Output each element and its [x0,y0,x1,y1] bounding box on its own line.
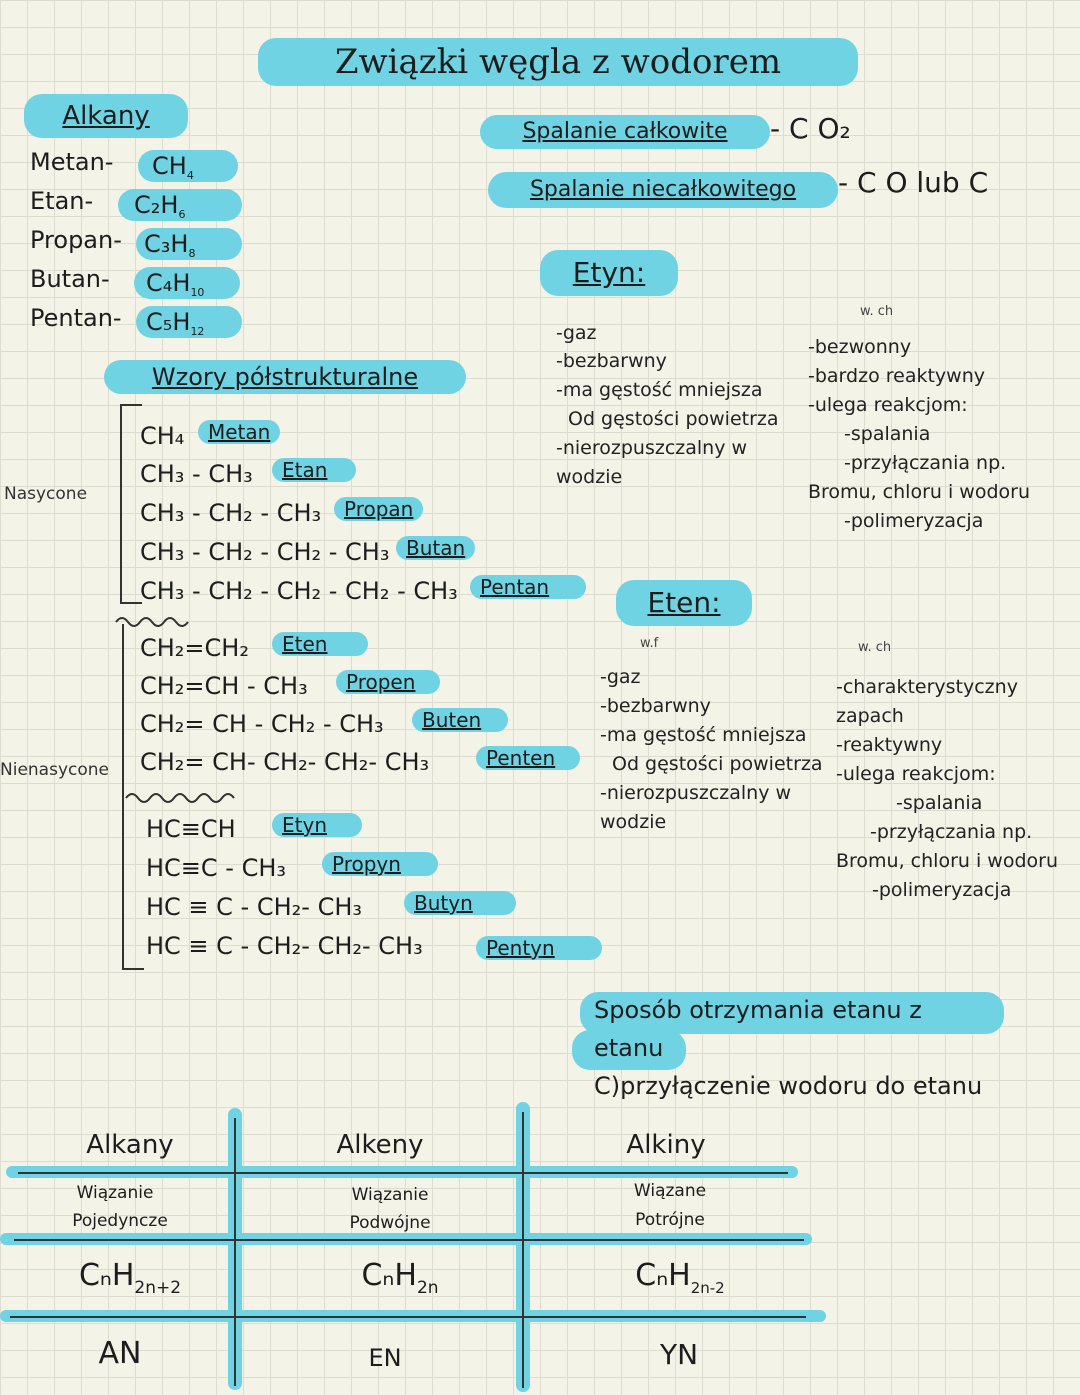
alkany-formula: $C_3H_8$ [136,228,242,260]
table-line [18,1172,788,1174]
alkene-name: Propen [336,670,440,694]
table-cell: Podwójne [349,1213,431,1233]
list-item: -charakterystyczny [836,676,1018,698]
list-item: -nierozpuszczalny w [556,437,748,459]
alkane-name: Etan [272,458,356,482]
alkane-formula: CH₃ - CH₂ - CH₂ - CH₃ [140,538,390,566]
alkany-formula: $C_2H_6$ [118,189,242,221]
table-line [14,1239,804,1241]
sposob-line: etanu [594,1034,664,1062]
wzory-header: Wzory półstrukturalne [104,360,466,394]
list-item: -spalania [844,423,931,445]
list-item: zapach [836,705,904,727]
alkyne-formula: HC ≡ C - CH₂- CH₃ [146,893,362,921]
nasycone-bracket [120,404,142,604]
list-item: -bezwonny [808,336,912,358]
alkany-name: Propan- [30,226,122,254]
alkany-formula: $CH_4$ [138,150,238,182]
eten-header: Eten: [616,580,752,626]
list-item: Od gęstości powietrza [612,753,823,775]
wavy-divider [124,790,240,804]
table-cell: Pojedyncze [72,1211,168,1231]
nienasycone-label: Nienasycone [0,760,109,780]
alkany-formula: $C_5H_{12}$ [136,306,242,338]
list-item: wodzie [556,466,623,488]
alkyne-name: Pentyn [476,936,602,960]
table-line [10,1316,806,1318]
list-item: -polimeryzacja [872,879,1012,901]
list-item: Bromu, chloru i wodoru [808,481,1030,503]
alkane-formula: CH₄ [140,422,185,450]
list-item: -przyłączania np. [870,821,1033,843]
alkene-formula: CH₂= CH- CH₂- CH₂- CH₃ [140,748,430,776]
list-item: -ulega reakcjom: [836,763,996,785]
table-suffix: EN [368,1344,402,1372]
alkyne-name: Etyn [272,813,362,837]
alkyne-formula: HC≡C - CH₃ [146,854,287,882]
spalanie-calkowite: Spalanie całkowite [480,115,770,149]
alkany-header: Alkany [24,94,188,138]
table-cell: Wiązanie [351,1185,429,1205]
list-item: Bromu, chloru i wodoru [836,850,1058,872]
list-item: -gaz [600,666,641,688]
list-item: -ma gęstość mniejsza [556,379,763,401]
table-line [522,1112,524,1388]
wavy-divider [114,614,194,628]
sposob-line: C)przyłączenie wodoru do etanu [594,1072,983,1100]
table-header: Alkany [86,1130,174,1160]
table-line [234,1118,236,1386]
sposob-line: Sposób otrzymania etanu z [594,996,922,1024]
list-item: -bezbarwny [600,695,711,717]
alkane-formula: CH₃ - CH₃ [140,460,253,488]
alkane-formula: CH₃ - CH₂ - CH₂ - CH₂ - CH₃ [140,577,458,605]
spalanie-calkowite-product: - C O₂ [770,112,851,145]
list-item: -ma gęstość mniejsza [600,724,807,746]
list-item: -spalania [896,792,983,814]
table-formula: CₙH$_{2n}$ [361,1258,439,1298]
table-cell: Potrójne [635,1210,705,1230]
alkene-formula: CH₂= CH - CH₂ - CH₃ [140,710,384,738]
alkene-name: Penten [476,746,580,770]
table-formula: CₙH$_{2n-2}$ [635,1258,725,1297]
alkene-name: Buten [412,708,508,732]
alkyne-formula: HC≡CH [146,815,236,843]
alkany-name: Etan- [30,187,94,215]
spalanie-niecalkowite: Spalanie niecałkowitego [488,172,838,208]
alkyne-name: Propyn [322,852,438,876]
table-suffix: YN [659,1338,699,1371]
table-header: Alkiny [626,1130,706,1160]
table-suffix: AN [98,1336,142,1371]
alkyne-formula: HC ≡ C - CH₂- CH₂- CH₃ [146,932,423,960]
alkane-name: Butan [396,536,475,560]
alkene-name: Eten [272,632,368,656]
table-header: Alkeny [336,1130,424,1160]
table-cell: Wiązanie [76,1183,154,1203]
nasycone-label: Nasycone [4,484,88,504]
list-item: -przyłączania np. [844,452,1007,474]
alkany-name: Pentan- [30,304,122,332]
list-item: -polimeryzacja [844,510,984,532]
etyn-wch-label: w. ch [860,304,894,319]
alkany-formula: $C_4H_{10}$ [134,267,240,299]
table-cell: Wiązane [633,1181,707,1201]
alkane-name: Propan [334,497,423,521]
list-item: -bardzo reaktywny [808,365,985,387]
list-item: Od gęstości powietrza [568,408,779,430]
spalanie-niecalkowite-product: - C O lub C [838,166,989,199]
alkane-name: Metan [198,420,280,444]
list-item: -gaz [556,322,597,344]
alkany-name: Butan- [30,265,110,293]
list-item: -nierozpuszczalny w [600,782,792,804]
alkane-formula: CH₃ - CH₂ - CH₃ [140,499,322,527]
eten-wch-label: w. ch [858,640,892,655]
list-item: -bezbarwny [556,350,667,372]
list-item: wodzie [600,811,667,833]
alkany-name: Metan- [30,148,114,176]
table-formula: CₙH$_{2n+2}$ [78,1258,182,1298]
page-title: Związki węgla z wodorem [258,38,858,86]
list-item: -reaktywny [836,734,943,756]
list-item: -ulega reakcjom: [808,394,968,416]
alkene-formula: CH₂=CH₂ [140,634,249,662]
alkane-name: Pentan [470,575,586,599]
alkene-formula: CH₂=CH - CH₃ [140,672,308,700]
etyn-header: Etyn: [540,250,678,296]
eten-wf-label: w.f [640,636,659,651]
alkyne-name: Butyn [404,891,516,915]
